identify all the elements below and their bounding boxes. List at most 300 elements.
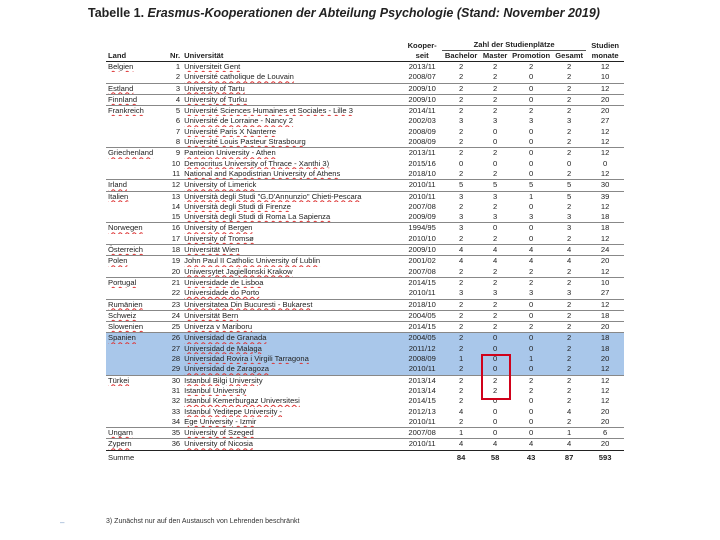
cell-studienmonate: 12 <box>600 233 610 243</box>
cell-bachelor: 2 <box>442 106 480 117</box>
cell-universitaet: Universidad de Granada <box>182 333 402 344</box>
cell-nr: 9 <box>168 148 182 159</box>
table-row <box>106 137 624 148</box>
cell-studienmonate: 20 <box>600 406 610 416</box>
cell-promotion: 3 <box>529 212 534 222</box>
cell-studienmonate: 20 <box>586 94 624 105</box>
table-row <box>106 322 624 333</box>
cell-gesamt: 2 <box>567 385 572 395</box>
cell-studienmonate: 12 <box>586 364 624 375</box>
cell-studienmonate: 39 <box>586 191 624 202</box>
cell-master: 0 <box>493 126 498 136</box>
cell-kooperation-seit: 2009/10 <box>402 83 442 94</box>
cell-promotion: 0 <box>510 364 552 375</box>
table-row <box>106 417 624 428</box>
cell-kooperation-seit: 2010/11 <box>402 439 442 450</box>
cell-studienmonate: 20 <box>586 256 624 267</box>
cell-gesamt: 2 <box>552 310 586 321</box>
cell-bachelor: 2 <box>459 72 464 82</box>
cell-gesamt: 5 <box>552 180 586 191</box>
cell-land <box>106 169 168 180</box>
cell-master: 0 <box>480 364 510 375</box>
cell-studienmonate: 20 <box>586 322 624 333</box>
cell-universitaet: Université de Lorraine - Nancy 2 <box>184 116 294 126</box>
cell-promotion: 0 <box>510 428 552 439</box>
cell-universitaet: University of Bergen <box>182 223 402 234</box>
cell-promotion: 4 <box>510 439 552 450</box>
cell-master: 4 <box>480 245 510 256</box>
cell-bachelor: 1 <box>442 354 480 364</box>
cell-gesamt: 2 <box>552 106 586 117</box>
cell-promotion: 2 <box>510 106 552 117</box>
cell-nr: 27 <box>168 344 182 354</box>
cell-gesamt: 2 <box>567 168 572 178</box>
table-row <box>106 375 624 386</box>
cell-studienmonate: 12 <box>600 385 610 395</box>
summe-studienmonate: 593 <box>586 450 624 464</box>
cell-kooperation-seit: 2010/10 <box>408 233 436 243</box>
cell-land <box>106 267 168 278</box>
cell-gesamt: 5 <box>552 191 586 202</box>
cell-studienmonate: 24 <box>586 245 624 256</box>
cell-master: 2 <box>480 277 510 288</box>
cell-land: Finnland <box>106 94 168 105</box>
cell-master: 2 <box>493 266 498 276</box>
title-prefix: Tabelle 1. <box>88 6 145 20</box>
table-row <box>106 234 624 245</box>
cell-kooperation-seit: 2012/13 <box>408 406 436 416</box>
table-row <box>106 202 624 212</box>
cell-studienmonate: 12 <box>600 126 610 136</box>
cell-gesamt: 2 <box>552 277 586 288</box>
cell-universitaet: Universidad de Zaragoza <box>182 364 402 375</box>
header-row-top <box>106 40 624 51</box>
table-row <box>106 72 624 83</box>
table-row <box>106 439 624 450</box>
table-row <box>106 116 624 126</box>
cell-universitaet: Ege University - Izmir <box>184 416 257 426</box>
header-kooperation: Kooper- <box>407 40 437 50</box>
cell-nr: 35 <box>168 428 182 439</box>
cell-kooperation-seit: 2013/11 <box>402 148 442 159</box>
table-row <box>106 277 624 288</box>
cell-promotion: 4 <box>510 256 552 267</box>
cell-gesamt: 2 <box>552 375 586 386</box>
cell-bachelor: 3 <box>459 116 464 126</box>
cell-bachelor: 2 <box>459 201 464 211</box>
cell-land <box>106 364 168 375</box>
cell-gesamt: 2 <box>567 126 572 136</box>
cell-promotion: 5 <box>510 180 552 191</box>
cell-studienmonate: 12 <box>600 266 610 276</box>
table-row <box>106 428 624 439</box>
cell-studienmonate: 12 <box>586 148 624 159</box>
cell-gesamt: 2 <box>567 266 572 276</box>
cell-kooperation-seit: 2014/15 <box>408 396 436 406</box>
cell-kooperation-seit: 2018/10 <box>402 299 442 310</box>
cell-kooperation-seit: 2010/11 <box>402 180 442 191</box>
cell-land: Frankreich <box>106 106 168 117</box>
table-row <box>106 62 624 73</box>
cell-nr: 14 <box>171 201 181 211</box>
cell-kooperation-seit: 2014/15 <box>402 277 442 288</box>
summe-label: Summe <box>106 450 168 464</box>
cell-studienmonate: 12 <box>586 299 624 310</box>
cell-kooperation-seit: 2009/10 <box>402 245 442 256</box>
cell-bachelor: 3 <box>459 288 464 298</box>
table-row <box>106 212 624 223</box>
cell-master: 2 <box>480 310 510 321</box>
cell-universitaet: Univerza v Mariboru <box>182 322 402 333</box>
cell-bachelor: 2 <box>442 277 480 288</box>
cell-nr: 18 <box>168 245 182 256</box>
table-row <box>106 364 624 375</box>
cell-master: 2 <box>493 201 498 211</box>
cell-studienmonate: 18 <box>586 333 624 344</box>
cell-universitaet: Uniwersytet Jagiellonski Krakow <box>184 266 293 276</box>
cell-land: Estland <box>106 83 168 94</box>
cell-land <box>106 116 168 126</box>
cell-nr: 6 <box>175 116 181 126</box>
cell-bachelor: 2 <box>459 62 464 71</box>
cell-nr: 28 <box>168 354 182 364</box>
cell-studienmonate: 20 <box>586 354 624 364</box>
table-row <box>106 396 624 406</box>
cell-land <box>106 354 168 364</box>
cell-universitaet: Istanbul Yeditepe University - <box>184 406 283 416</box>
cell-nr: 26 <box>168 333 182 344</box>
header-nr: Nr. <box>170 51 181 60</box>
cell-universitaet: Université catholique de Louvain <box>184 72 294 82</box>
cell-kooperation-seit: 2018/10 <box>408 168 436 178</box>
cell-land <box>106 202 168 212</box>
cell-promotion: 3 <box>529 288 534 298</box>
cell-nr: 8 <box>175 137 181 147</box>
cell-master: 0 <box>493 396 498 406</box>
cell-nr: 20 <box>171 266 181 276</box>
cell-nr: 29 <box>168 364 182 375</box>
cell-master: 3 <box>480 191 510 202</box>
cell-studienmonate: 12 <box>600 62 610 71</box>
cell-promotion: 0 <box>510 94 552 105</box>
summe-bachelor: 84 <box>442 450 480 464</box>
cell-universitaet: Universität Bern <box>182 310 402 321</box>
cell-master: 4 <box>480 439 510 450</box>
cell-master: 3 <box>493 116 498 126</box>
header-land: Land <box>106 51 168 62</box>
cell-bachelor: 2 <box>442 322 480 333</box>
table-row <box>106 180 624 191</box>
cell-promotion: 0 <box>529 233 534 243</box>
page-title <box>88 6 600 20</box>
cell-promotion: 0 <box>510 333 552 344</box>
cell-promotion: 2 <box>529 62 534 71</box>
cell-master: 0 <box>480 344 510 354</box>
cell-land <box>106 127 168 137</box>
header-universitaet: Universität <box>182 51 402 62</box>
header-zahl-group: Zahl der Studienplätze <box>442 40 586 51</box>
cell-kooperation-seit: 2013/14 <box>402 375 442 386</box>
cell-land <box>106 407 168 417</box>
cell-studienmonate: 10 <box>600 72 610 82</box>
cell-promotion: 0 <box>510 223 552 234</box>
table-row <box>106 106 624 117</box>
cell-kooperation-seit: 2007/08 <box>408 201 436 211</box>
cell-kooperation-seit: 2008/09 <box>402 354 442 364</box>
cell-universitaet: Panteion University - Athen <box>182 148 402 159</box>
table-row <box>106 299 624 310</box>
cell-gesamt: 2 <box>552 344 586 354</box>
cell-kooperation-seit: 2014/11 <box>402 106 442 117</box>
cell-nr: 15 <box>171 212 181 222</box>
cell-bachelor: 2 <box>442 364 480 375</box>
cell-master: 3 <box>493 288 498 298</box>
cell-land: Italien <box>106 191 168 202</box>
cell-land <box>106 417 168 428</box>
cell-promotion: 0 <box>510 148 552 159</box>
cell-land: Ungarn <box>106 428 168 439</box>
cell-promotion: 0 <box>529 137 534 147</box>
table-row <box>106 245 624 256</box>
table-row <box>106 267 624 278</box>
cell-promotion: 0 <box>529 396 534 406</box>
cell-studienmonate: 12 <box>586 83 624 94</box>
header-studienmonate-2: monate <box>586 51 624 62</box>
cell-nr: 7 <box>175 126 181 136</box>
summe-row <box>106 450 624 464</box>
cell-universitaet: Universiteit Gent <box>184 62 241 71</box>
cell-promotion: 0 <box>529 416 534 426</box>
cell-universitaet: Università degli Studi di Firenze <box>184 201 291 211</box>
table-row <box>106 191 624 202</box>
cell-gesamt: 4 <box>552 439 586 450</box>
header-studienmonate: Studien <box>591 40 620 50</box>
cell-kooperation-seit: 2002/03 <box>408 116 436 126</box>
cell-studienmonate: 27 <box>600 116 610 126</box>
table-row <box>106 169 624 180</box>
cell-master: 2 <box>493 385 498 395</box>
cell-master: 3 <box>493 212 498 222</box>
summe-promotion: 43 <box>510 450 552 464</box>
cell-gesamt: 3 <box>567 212 572 222</box>
cell-nr: 2 <box>175 72 181 82</box>
cell-master: 0 <box>493 158 498 168</box>
cell-gesamt: 4 <box>552 256 586 267</box>
cell-universitaet: University of Turku <box>182 94 402 105</box>
cell-promotion: 2 <box>510 375 552 386</box>
cell-promotion: 4 <box>510 245 552 256</box>
cell-land <box>106 396 168 406</box>
table-row <box>106 344 624 354</box>
cell-promotion: 0 <box>529 168 534 178</box>
cell-studienmonate: 12 <box>600 137 610 147</box>
cell-kooperation-seit: 2001/02 <box>402 256 442 267</box>
cell-land: Spanien <box>106 333 168 344</box>
cell-promotion: 0 <box>529 72 534 82</box>
cell-gesamt: 0 <box>567 158 572 168</box>
cell-nr: 4 <box>168 94 182 105</box>
cell-gesamt: 2 <box>567 396 572 406</box>
table-row <box>106 333 624 344</box>
table-row <box>106 159 624 169</box>
cell-nr: 19 <box>168 256 182 267</box>
table-row <box>106 223 624 234</box>
cell-nr: 25 <box>168 322 182 333</box>
cell-promotion: 2 <box>510 277 552 288</box>
cell-kooperation-seit: 2014/15 <box>402 322 442 333</box>
cell-bachelor: 2 <box>442 310 480 321</box>
cell-universitaet: University of Nicosia <box>182 439 402 450</box>
cell-land: Griechenland <box>106 148 168 159</box>
cell-studienmonate: 12 <box>586 375 624 386</box>
cell-universitaet: Universidad de Malaga <box>182 344 402 354</box>
cell-nr: 17 <box>171 233 181 243</box>
cell-nr: 13 <box>168 191 182 202</box>
cell-promotion: 0 <box>529 126 534 136</box>
cell-kooperation-seit: 1994/95 <box>402 223 442 234</box>
cell-master: 0 <box>480 223 510 234</box>
cell-gesamt: 2 <box>567 233 572 243</box>
cell-studienmonate: 18 <box>586 344 624 354</box>
cell-universitaet: Université Paris X Nanterre <box>184 126 277 136</box>
cell-land: Österreich <box>106 245 168 256</box>
cell-promotion: 3 <box>529 116 534 126</box>
cell-studienmonate: 10 <box>586 277 624 288</box>
cell-nr: 1 <box>175 62 181 71</box>
cell-promotion: 0 <box>510 310 552 321</box>
cell-universitaet: Istanbul Bilgi University <box>182 375 402 386</box>
cell-promotion: 0 <box>510 344 552 354</box>
summe-master: 58 <box>480 450 510 464</box>
cell-kooperation-seit: 2013/11 <box>408 62 436 71</box>
cell-master: 0 <box>480 333 510 344</box>
cell-universitaet: University of Szeged <box>182 428 402 439</box>
table-row <box>106 127 624 137</box>
cell-gesamt: 3 <box>552 223 586 234</box>
cell-universitaet: Università degli Studi di Roma La Sapienza <box>184 212 331 222</box>
cell-master: 0 <box>480 428 510 439</box>
cell-nr: 16 <box>168 223 182 234</box>
cell-kooperation-seit: 2007/08 <box>402 428 442 439</box>
cell-gesamt: 4 <box>567 406 572 416</box>
cell-universitaet: National and Kapodistrian University of Athens <box>184 168 341 178</box>
cell-land: Türkei <box>106 375 168 386</box>
cell-kooperation-seit: 2011/12 <box>402 344 442 354</box>
table-row <box>106 94 624 105</box>
cell-nr: 10 <box>171 158 181 168</box>
cell-universitaet: Università degli Studi "G.D'Annunzio" Chieti-Pescara <box>182 191 402 202</box>
header-row <box>106 51 624 62</box>
cell-studienmonate: 18 <box>600 212 610 222</box>
cell-land <box>106 212 168 223</box>
cell-bachelor: 5 <box>442 180 480 191</box>
cell-universitaet: John Paul II Catholic University of Lublin <box>182 256 402 267</box>
cell-kooperation-seit: 2010/11 <box>408 416 436 426</box>
cell-bachelor: 3 <box>442 191 480 202</box>
cell-promotion: 0 <box>510 299 552 310</box>
cell-studienmonate: 20 <box>586 106 624 117</box>
cell-bachelor: 4 <box>459 406 464 416</box>
header-kooperation-seit: seit <box>402 51 442 62</box>
cell-bachelor: 2 <box>442 299 480 310</box>
cell-gesamt: 3 <box>567 288 572 298</box>
cell-studienmonate: 30 <box>586 180 624 191</box>
cell-studienmonate: 0 <box>603 158 608 168</box>
cell-nr: 33 <box>171 406 181 416</box>
cell-promotion: 1 <box>510 191 552 202</box>
table-row <box>106 83 624 94</box>
title-text: Erasmus-Kooperationen der Abteilung Psychologie (Stand: November 2019) <box>147 6 600 20</box>
cell-gesamt: 2 <box>552 148 586 159</box>
cell-studienmonate: 18 <box>586 310 624 321</box>
cell-bachelor: 1 <box>442 428 480 439</box>
cell-master: 2 <box>480 148 510 159</box>
cell-land <box>106 386 168 396</box>
cell-studienmonate: 12 <box>600 168 610 178</box>
cell-kooperation-seit: 2004/05 <box>402 310 442 321</box>
cell-universitaet: University of Tartu <box>182 83 402 94</box>
cell-kooperation-seit: 2008/09 <box>408 137 436 147</box>
cell-gesamt: 4 <box>552 245 586 256</box>
cell-bachelor: 2 <box>459 266 464 276</box>
cell-gesamt: 3 <box>567 116 572 126</box>
cell-promotion: 0 <box>529 406 534 416</box>
cell-master: 2 <box>493 168 498 178</box>
cell-kooperation-seit: 2008/07 <box>408 72 436 82</box>
cell-gesamt: 2 <box>552 364 586 375</box>
cell-kooperation-seit: 2010/11 <box>402 191 442 202</box>
cell-land: Polen <box>106 256 168 267</box>
cell-gesamt: 2 <box>552 333 586 344</box>
cell-promotion: 0 <box>529 158 534 168</box>
cell-land <box>106 234 168 245</box>
footnote: 3) Zunächst nur auf den Austausch von Lehrenden beschränkt <box>106 518 300 525</box>
cell-promotion: 1 <box>510 354 552 364</box>
cell-kooperation-seit: 2004/05 <box>402 333 442 344</box>
cell-nr: 5 <box>168 106 182 117</box>
cell-nr: 34 <box>171 416 181 426</box>
cell-land: Portugal <box>106 277 168 288</box>
cell-bachelor: 2 <box>459 126 464 136</box>
cell-studienmonate: 27 <box>600 288 610 298</box>
cell-gesamt: 2 <box>552 94 586 105</box>
cell-universitaet: Universidade de Lisboa <box>182 277 402 288</box>
cell-land: Zypern <box>106 439 168 450</box>
cell-master: 0 <box>480 354 510 364</box>
cell-universitaet: Universidade do Porto <box>184 288 260 298</box>
cell-master: 0 <box>493 137 498 147</box>
table-body <box>106 62 624 451</box>
table-row <box>106 310 624 321</box>
cell-bachelor: 2 <box>442 148 480 159</box>
cell-gesamt: 1 <box>552 428 586 439</box>
cell-land <box>106 159 168 169</box>
cell-bachelor: 3 <box>459 212 464 222</box>
cell-gesamt: 2 <box>567 201 572 211</box>
cell-nr: 36 <box>168 439 182 450</box>
cell-master: 0 <box>493 416 498 426</box>
cell-universitaet: Universität Wien <box>182 245 402 256</box>
cell-promotion: 2 <box>529 385 534 395</box>
cell-promotion: 2 <box>510 322 552 333</box>
cell-promotion: 0 <box>510 83 552 94</box>
cell-gesamt: 2 <box>567 62 572 71</box>
cell-nr: 21 <box>168 277 182 288</box>
cell-master: 5 <box>480 180 510 191</box>
cell-bachelor: 2 <box>459 233 464 243</box>
cell-master: 2 <box>493 233 498 243</box>
cell-universitaet: University of Limerick <box>182 180 402 191</box>
